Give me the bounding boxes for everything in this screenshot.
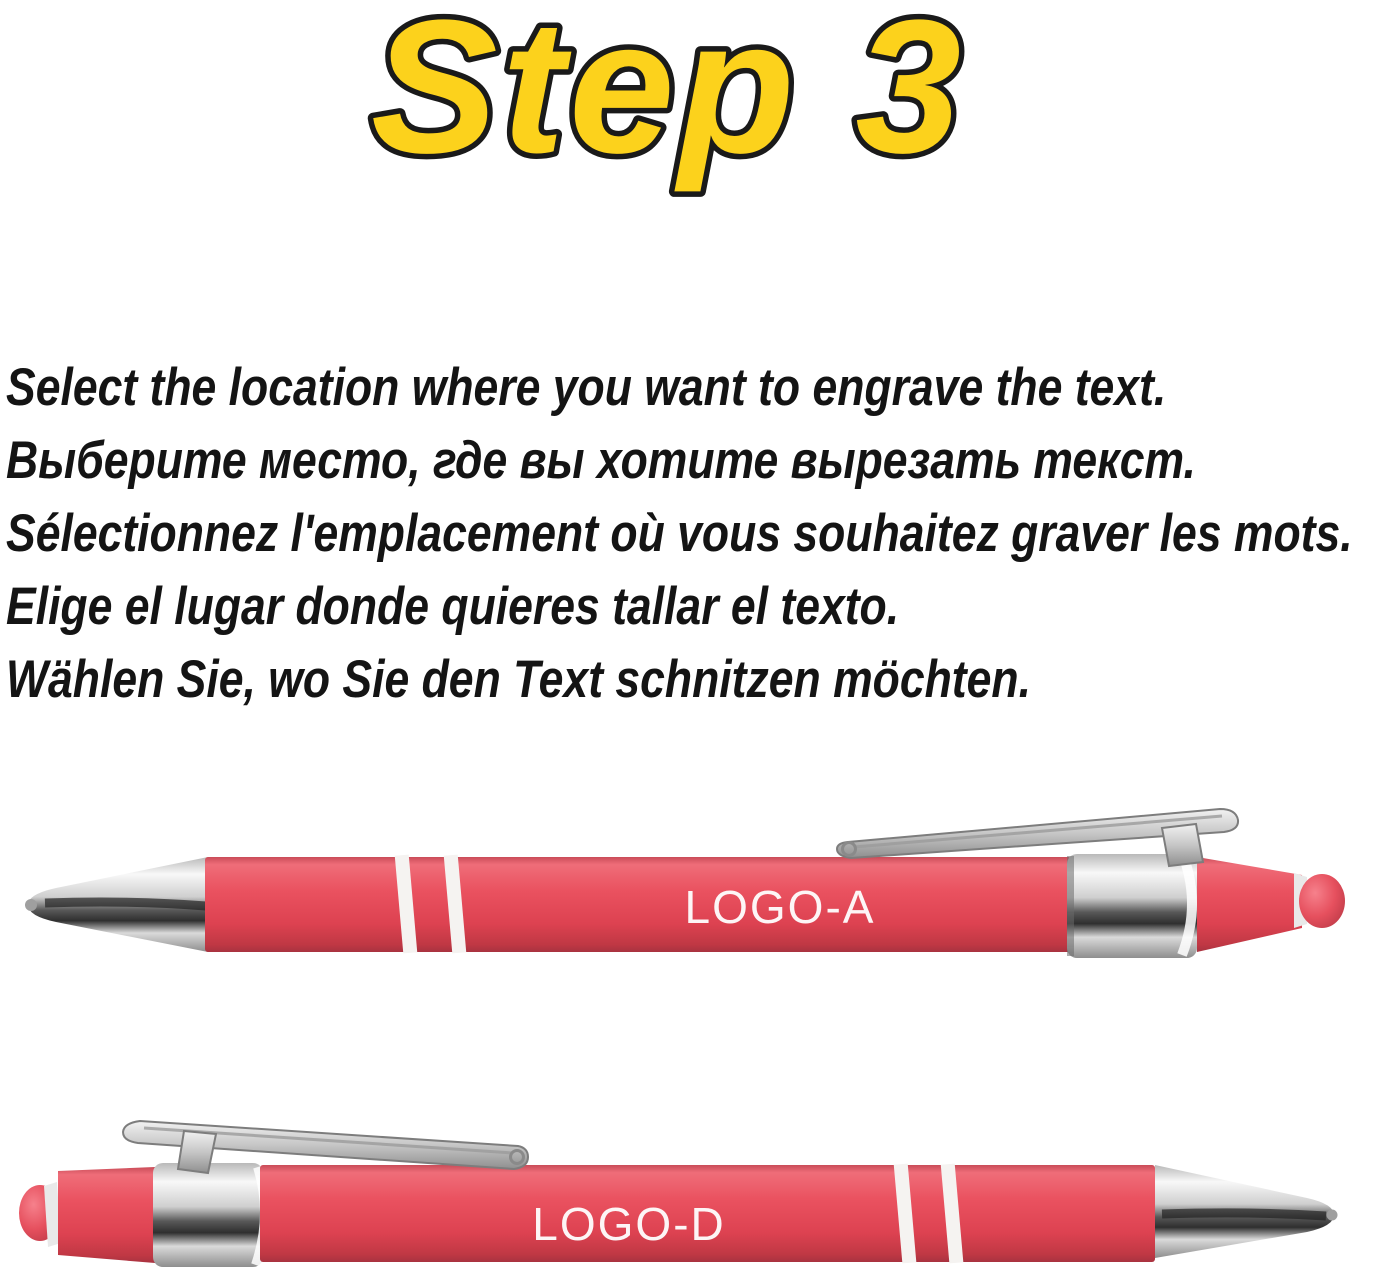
pen-a-clip-mount: [1162, 824, 1203, 866]
page-title: Step 3: [370, 0, 966, 193]
instruction-line-french: Sélectionnez l'emplacement où vous souhaitez graver les mots.: [6, 504, 1353, 563]
pen-d-engraving: LOGO-D: [532, 1198, 726, 1250]
pen-a-ballpoint: [25, 899, 37, 911]
pen-photo-logo-d: [0, 1085, 1395, 1272]
pen-a-click-band: [1067, 854, 1197, 958]
instruction-line-russian: Выберите место, где вы хотите вырезать текст.: [6, 431, 1196, 490]
instruction-line-spanish: Elige el lugar donde quieres tallar el texto.: [6, 577, 900, 636]
pen-d-click-band: [153, 1163, 263, 1267]
pen-d-cone-reflection: [1162, 1213, 1326, 1216]
pen-a-end-cap: [1197, 857, 1302, 952]
pen-d-ballpoint: [1327, 1210, 1338, 1221]
instruction-line-german: Wählen Sie, wo Sie den Text schnitzen möchten.: [6, 650, 1031, 709]
instruction-text-block: [6, 351, 1395, 716]
pen-a-engraving: LOGO-A: [684, 881, 876, 933]
pen-a-cone-reflection: [45, 902, 206, 906]
pen-d-clip-mount: [178, 1131, 216, 1173]
pen-a-band-edge: [1067, 856, 1074, 956]
pen-photo-logo-a: [0, 778, 1395, 983]
step-title-banner: [0, 0, 1395, 230]
instruction-line-english: Select the location where you want to engrave the text.: [6, 358, 1167, 417]
pen-a-stylus-tip: [1299, 874, 1345, 928]
pen-a-barrel: [205, 857, 1071, 952]
pen-d-end-cap: [58, 1167, 155, 1263]
